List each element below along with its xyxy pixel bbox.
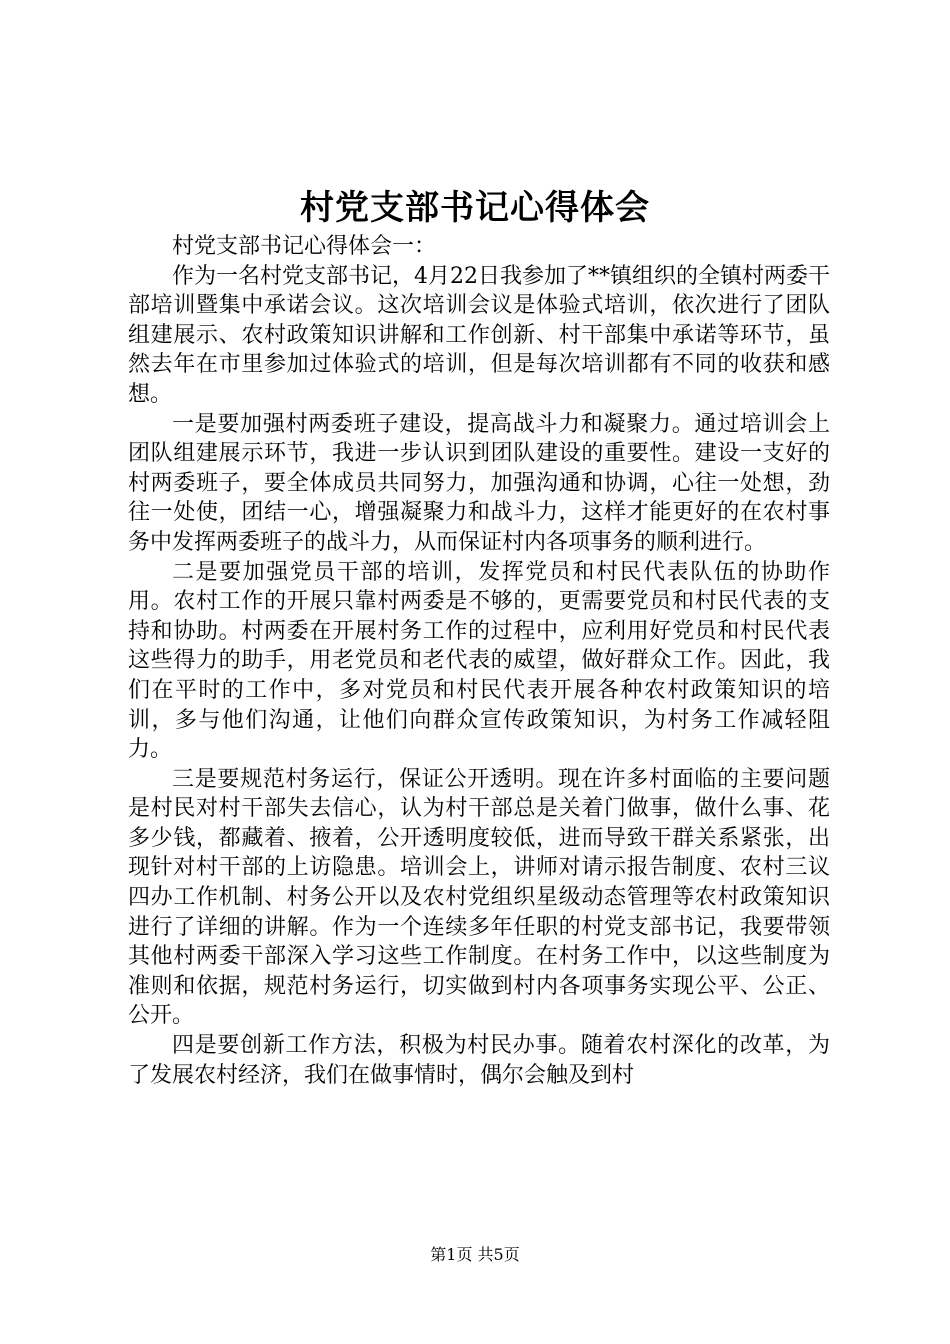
section-heading: 村党支部书记心得体会一： [172, 234, 437, 259]
paragraph-point-2: 二是要加强党员干部的培训，发挥党员和村民代表队伍的协助作用。农村工作的开展只靠村两委是不够的，更需要党员和村民代表的支持和协助。村两委在开展村务工作的过程中，应利用好党员和村民代表这些得力的助手，用老党员和老代表的威望，做好群众工作。因此，我们在平时的工作中，多对党员和村民代表开展各种农村政策知识的培训，多与他们沟通，让他们向群众宣传政策知识，为村务工作减轻阻力。 [128, 559, 830, 763]
paragraph-point-1: 一是要加强村两委班子建设，提高战斗力和凝聚力。通过培训会上团队组建展示环节，我进一步认识到团队建设的重要性。建设一支好的村两委班子，要全体成员共同努力，加强沟通和协调，心往一处想，劲往一处使，团结一心，增强凝聚力和战斗力，这样才能更好的在农村事务中发挥两委班子的战斗力，从而保证村内各项事务的顺利进行。 [128, 411, 830, 555]
paragraph-point-4: 四是要创新工作方法，积极为村民办事。随着农村深化的改革，为了发展农村经济，我们在做事情时，偶尔会触及到村 [128, 1033, 830, 1088]
paragraph-intro: 作为一名村党支部书记，4月22日我参加了**镇组织的全镇村两委干部培训暨集中承诺会议。这次培训会议是体验式培训，依次进行了团队组建展示、农村政策知识讲解和工作创新、村干部集中承诺等环节，虽然去年在市里参加过体验式的培训，但是每次培训都有不同的收获和感想。 [128, 263, 830, 407]
document-body [128, 232, 830, 1090]
document-title: 村党支部书记心得体会 [300, 188, 650, 228]
page-footer: 第1页 共5页 [430, 1245, 520, 1264]
paragraph-point-3: 三是要规范村务运行，保证公开透明。现在许多村面临的主要问题是村民对村干部失去信心，认为村干部总是关着门做事，做什么事、花多少钱，都藏着、掖着，公开透明度较低，进而导致干群关系紧张，出现针对村干部的上访隐患。培训会上，讲师对请示报告制度、农村三议四办工作机制、村务公开以及农村党组织星级动态管理等农村政策知识进行了详细的讲解。作为一个连续多年任职的村党支部书记，我要带领其他村两委干部深入学习这些工作制度。在村务工作中，以这些制度为准则和依据，规范村务运行，切实做到村内各项事务实现公平、公正、公开。 [128, 766, 830, 1029]
